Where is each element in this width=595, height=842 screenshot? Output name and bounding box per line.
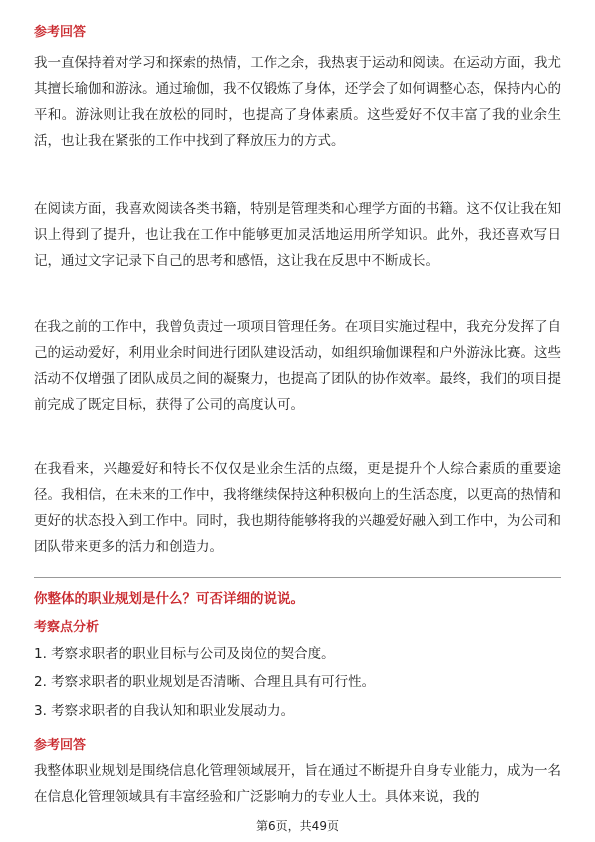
list-item: 1. 考察求职者的职业目标与公司及岗位的契合度。 bbox=[34, 646, 335, 662]
list-item: 2. 考察求职者的职业规划是否清晰、合理且具有可行性。 bbox=[34, 674, 376, 690]
question-title: 你整体的职业规划是什么？可否详细的说说。 bbox=[34, 591, 304, 607]
answer-heading: 参考回答 bbox=[34, 738, 87, 753]
paragraph: 我整体职业规划是围绕信息化管理领域展开，旨在通过不断提升自身专业能力，成为一名在信息化管理领域具有丰富经验和广泛影响力的专业人士。具体来说，我的 bbox=[34, 763, 561, 805]
paragraph: 在阅读方面，我喜欢阅读各类书籍，特别是管理类和心理学方面的书籍。这不仅让我在知识上得到了提升，也让我在工作中能够更加灵活地运用所学知识。此外，我还喜欢写日记，通过文字记录下自己的思考和感悟，这让我在反思中不断成长。 bbox=[34, 201, 561, 269]
paragraph: 我一直保持着对学习和探索的热情，工作之余，我热衷于运动和阅读。在运动方面，我尤其擅长瑜伽和游泳。通过瑜伽，我不仅锻炼了身体，还学会了如何调整心态，保持内心的平和。游泳则让我在放松的同时，也提高了身体素质。这些爱好不仅丰富了我的业余生活，也让我在紧张的工作中找到了释放压力的方式。 bbox=[34, 55, 561, 149]
paragraph: 在我之前的工作中，我曾负责过一项项目管理任务。在项目实施过程中，我充分发挥了自己的运动爱好，利用业余时间进行团队建设活动，如组织瑜伽课程和户外游泳比赛。这些活动不仅增强了团队成员之间的凝聚力，也提高了团队的协作效率。最终，我们的项目提前完成了既定目标，获得了公司的高度认可。 bbox=[34, 319, 561, 413]
section-divider bbox=[34, 577, 561, 578]
page-number: 第6页，共49页 bbox=[256, 819, 339, 833]
analysis-heading: 考察点分析 bbox=[34, 620, 100, 635]
answer-heading: 参考回答 bbox=[34, 25, 87, 40]
list-item: 3. 考察求职者的自我认知和职业发展动力。 bbox=[34, 703, 295, 719]
paragraph: 在我看来，兴趣爱好和特长不仅仅是业余生活的点缀，更是提升个人综合素质的重要途径。我相信，在未来的工作中，我将继续保持这种积极向上的生活态度，以更高的热情和更好的状态投入到工作中。同时，我也期待能够将我的兴趣爱好融入到工作中，为公司和团队带来更多的活力和创造力。 bbox=[34, 461, 561, 555]
